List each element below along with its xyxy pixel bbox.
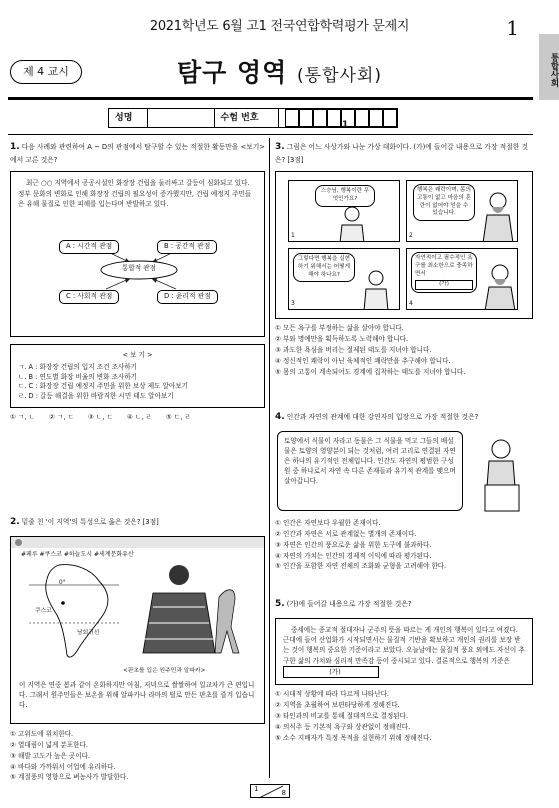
q1-stem: 1. 다음 사례와 관련하여 A ~ D의 관점에서 탐구할 수 있는 적절한 활동만을 <보기>에서 고른 것은? <box>10 142 265 164</box>
comic-panel-4 <box>406 248 518 310</box>
q3-choice[interactable]: ② 부와 명예만을 획득하도록 노력해야 합니다. <box>275 335 409 344</box>
map-label-equator: 0° <box>59 579 66 586</box>
philosopher-figure <box>483 263 517 310</box>
q5-choice[interactable]: ① 시대적 상황에 따라 다르게 나타난다. <box>275 690 390 699</box>
subject-main: 탐구 영역 <box>177 58 288 87</box>
q1-label-a: A : 시간적 관점 <box>59 240 119 254</box>
q1-label-b: B : 공간적 관점 <box>157 240 217 254</box>
q1-choice[interactable]: ④ ㄴ, ㄹ <box>126 413 152 422</box>
page-counter <box>250 784 290 798</box>
name-label: 성명 <box>109 109 148 127</box>
q4-figure <box>275 431 533 515</box>
q4-choices <box>275 518 533 572</box>
q1-bogi-box <box>10 344 265 408</box>
q3-stem: 3. 그림은 어느 사상가와 나눈 가상 대화이다. (가)에 들어갈 내용으로 가장 적절한 것은? [3점] <box>275 142 529 164</box>
q4-speech-bubble: 토양에서 식물이 자라고 동물은 그 식물을 먹고 그들의 배설물은 토양의 영양분이 되는 것처럼, 여러 고리로 연결된 자연은 하나의 유기적인 전체입니다. 인간도 자연의 평범한 구성원 중 하나로서 자연 속 다른 존재들과 유기적 관계를 맺으며 살아갑니다. <box>277 431 463 511</box>
q2-choice[interactable]: ③ 해발 고도가 높은 곳이다. <box>10 751 91 760</box>
exam-number-box[interactable] <box>299 109 313 127</box>
panel-number: 3 <box>291 299 295 307</box>
q2-passage: 이 지역은 연중 봄과 같이 온화하지만 아침, 저녁으로 쌀쌀하여 일교차가 큰 편입니다. 그래서 원주민들은 보온을 위해 알파카나 라마의 털로 만든 판초를 즐겨 입습니다. <box>19 680 255 709</box>
comic-bubble: 행복은 쾌락이며, 몸의 고통이 없고 마음의 혼란이 없어야 얻을 수 있습니다. <box>413 184 475 220</box>
subject-sub: (통합사회) <box>297 66 382 86</box>
name-field[interactable] <box>148 109 214 127</box>
q1-choices <box>10 413 265 423</box>
panel-number: 4 <box>409 299 413 307</box>
q5-choice[interactable]: ④ 의식주 등 기본적 욕구와 상관없이 정해진다. <box>275 722 411 731</box>
comic-panel-1 <box>288 180 400 242</box>
exam-header-title: 2021학년도 6월 고1 전국연합학력평가 문제지 <box>149 19 410 34</box>
q3-choices <box>275 323 533 377</box>
q2-choices <box>10 729 265 783</box>
q2-hashtags: #페루 #쿠스코 #하늘도시 #세계문화유산 <box>21 550 134 558</box>
q3-blank: (가) <box>415 280 473 290</box>
subject-title <box>0 55 559 91</box>
q4-choice[interactable]: ② 인간과 자연은 서로 관계없는 별개의 존재이다. <box>275 529 417 538</box>
panel-number: 1 <box>291 231 295 239</box>
student-figure <box>361 269 391 310</box>
q5-choice[interactable]: ③ 타인과의 비교를 통해 절대적으로 결정된다. <box>275 711 409 720</box>
q4-stem: 4. 인간과 자연의 관계에 대한 강연자의 입장으로 가장 적절한 것은? <box>275 412 479 422</box>
comic-bubble: 스승님, 행복이란 무엇인가요? <box>315 185 375 206</box>
q2-choice[interactable]: ② 열대림이 넓게 분포한다. <box>10 740 88 749</box>
q2-choice[interactable]: ⑤ 계절풍의 영향으로 벼농사가 발달한다. <box>10 773 129 782</box>
q3-choice[interactable]: ③ 과도한 욕심을 버리는 절제된 태도를 지녀야 합니다. <box>275 346 432 355</box>
exam-number-label: 수험 번호 <box>215 109 279 127</box>
exam-number-box[interactable] <box>285 109 299 127</box>
current-page: 1 <box>254 785 259 793</box>
column-divider <box>269 138 270 778</box>
exam-number-box[interactable] <box>355 109 369 127</box>
session-badge: 제 4 교시 <box>10 60 82 84</box>
q1-label-d: D : 윤리적 관점 <box>157 290 218 304</box>
lecturer-figure <box>471 437 531 513</box>
total-pages: 8 <box>281 788 286 797</box>
exam-number-box[interactable] <box>313 109 327 127</box>
q5-passage: 중세에는 종교적 절대자나 군주의 뜻을 따르는 게 개인의 행복이 있다고 여겼다. 근대에 들어 산업화가 시작되면서는 물질적 기반을 확보하고 개인의 권리를 보장 받는 것이 행복의 중요한 기준이라고 보았다. 오늘날에는 물질적 풍요 외에도 자신이 추구한 삶의 가치와 심리적 만족감 등이 중시되고 있다. 결론적으로 행복의 기준은 (가) <box>283 625 525 678</box>
q5-choice[interactable]: ⑤ 소수 지배자가 특정 목적을 실현하기 위해 정해진다. <box>275 733 432 742</box>
q1-choice[interactable]: ① ㄱ, ㄴ <box>10 413 35 422</box>
q1-label-c: C : 사회적 관점 <box>59 290 119 304</box>
q1-arrows <box>11 172 264 338</box>
q5-choices <box>275 689 533 743</box>
q1-choice[interactable]: ⑤ ㄷ, ㄹ <box>165 413 191 422</box>
exam-number-box[interactable] <box>383 109 397 127</box>
comic-panel-2 <box>406 180 518 242</box>
q5-blank: (가) <box>283 666 379 678</box>
avatar-icon <box>15 539 22 546</box>
q2-choice[interactable]: ① 고위도에 위치한다. <box>10 729 74 738</box>
q5-stem: 5. (가)에 들어갈 내용으로 가장 적절한 것은? <box>275 599 412 609</box>
q3-comic-box <box>275 171 533 319</box>
q1-passage: 최근 ○○ 지역에서 공공시설인 화장장 건립을 둘러싸고 갈등이 심화되고 있다. 정부 문화의 변화로 인해 화장장 건립의 필요성이 증가했지만, 건립 예정지 주민들은 유해 물질로 인한 피해를 입는다며 반발하고 있다. <box>18 179 252 208</box>
q3-choice[interactable]: ① 모든 욕구를 부정하는 삶을 살아야 합니다. <box>275 324 404 333</box>
q5-passage-box <box>275 618 533 685</box>
q4-choice[interactable]: ③ 자연은 인간의 풍요로운 삶을 위한 도구에 불과하다. <box>275 540 432 549</box>
q3-choice[interactable]: ⑤ 몸의 고통이 계속되어도 경계에 집착하는 태도를 지녀야 합니다. <box>275 367 466 376</box>
exam-number-field[interactable] <box>279 109 397 130</box>
q1-center-label: 통합적 관점 <box>122 264 156 273</box>
q1-choice[interactable]: ③ ㄴ, ㄷ <box>87 413 113 422</box>
q2-choice[interactable]: ④ 바다와 가까워서 어업에 유리하다. <box>10 762 116 771</box>
q5-choice[interactable]: ② 지역을 초월하여 보편타당하게 정해진다. <box>275 700 400 709</box>
q1-bogi-item: ㄹ. D : 갈등 해결을 위한 바람직한 시민 태도 알아보기 <box>18 391 174 400</box>
poncho-alpaca-illustration <box>139 557 249 665</box>
exam-number-digit: 1 <box>341 109 355 127</box>
q2-stem: 2. 밑줄 친 '이 지역'의 특성으로 옳은 것은? [3점] <box>10 517 159 527</box>
q1-bogi-item: ㄱ. A : 화장장 건립의 입지 조건 조사하기 <box>18 363 138 372</box>
q1-bogi-title: < 보 기 > <box>122 351 153 360</box>
column-top-divider <box>8 134 533 135</box>
q3-choice[interactable]: ④ 정신적인 쾌락이 아닌 육체적인 쾌락만을 추구해야 합니다. <box>275 357 451 366</box>
comic-bubble: 그렇다면 행복을 실현하기 위해서는 어떻게 해야 하나요? <box>293 253 355 282</box>
map-label-tropic: 남회귀선 <box>77 629 100 636</box>
q2-figure-box <box>10 536 265 724</box>
question-5 <box>275 598 533 743</box>
q2-post-bar <box>11 537 264 548</box>
panel-number: 2 <box>409 231 413 239</box>
question-4 <box>275 411 533 572</box>
student-info-bar <box>108 108 398 128</box>
comic-bubble: 자연적이고 필수적인 욕구를 최소한으로 충족하면서 (가) <box>411 252 477 292</box>
student-figure <box>337 205 367 242</box>
q1-bogi-item: ㄴ. B : 연도별 화장 비율의 변화 조사하기 <box>18 372 138 381</box>
q4-choice[interactable]: ④ 자연의 가치는 인간의 경제적 이익에 따라 평가된다. <box>275 551 432 560</box>
question-3 <box>275 141 533 378</box>
exam-number-box[interactable] <box>327 109 341 127</box>
philosopher-figure <box>481 191 515 242</box>
q2-caption: <판초를 입은 원주민과 알파카> <box>123 667 206 674</box>
exam-number-box[interactable] <box>369 109 383 127</box>
q4-choice[interactable]: ⑤ 인간을 포함한 자연 전체의 조화와 균형을 고려해야 한다. <box>275 562 447 571</box>
map-label-cusco: 쿠스코 <box>35 607 52 614</box>
comic-panel-3 <box>288 248 400 310</box>
q1-passage-box <box>10 171 265 337</box>
question-1 <box>10 141 265 423</box>
header-divider <box>8 97 533 100</box>
page-number: 1 <box>506 16 519 40</box>
question-2 <box>10 516 265 783</box>
q4-choice[interactable]: ① 인간은 자연보다 우월한 존재이다. <box>275 518 381 527</box>
subject-side-tab: 통합사회 <box>539 34 559 100</box>
q1-choice[interactable]: ② ㄱ, ㄷ <box>48 413 74 422</box>
q1-bogi-item: ㄷ. C : 화장장 건립 예정지 주민을 위한 보상 제도 알아보기 <box>18 382 189 391</box>
